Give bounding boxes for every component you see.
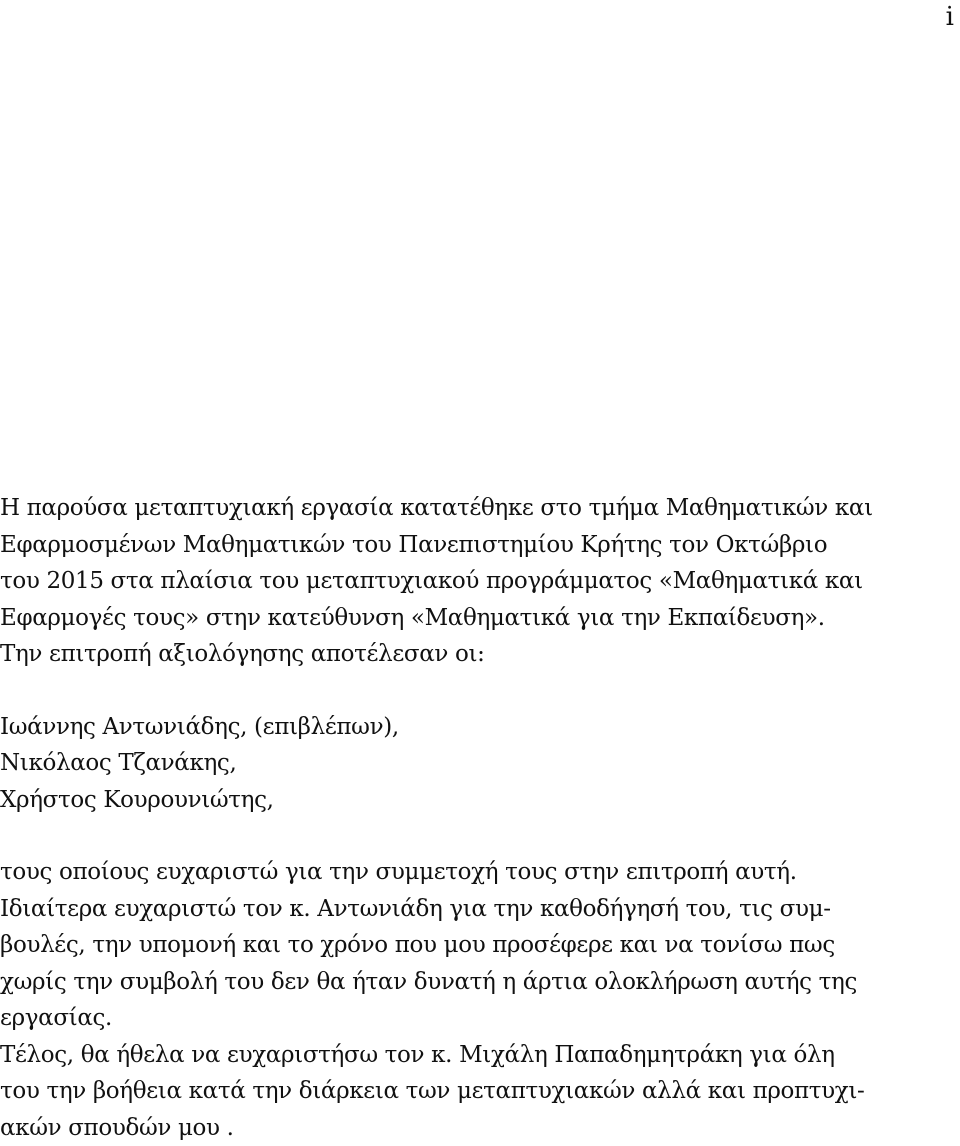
- text-line: εργασίας.: [0, 1000, 960, 1037]
- text-line: Η παρούσα μεταπτυχιακή εργασία κατατέθηκε στο τμήμα Μαθηματικών και: [0, 490, 960, 527]
- acknowledgement-paragraph-1: [0, 854, 960, 1037]
- text-line: βουλές, την υπομονή και το χρόνο που μου προσέφερε και να τονίσω πως: [0, 927, 960, 964]
- text-line: του την βοήθεια κατά την διάρκεια των μεταπτυχιακών αλλά και προπτυχι-: [0, 1073, 960, 1110]
- text-line: του 2015 στα πλαίσια του μεταπτυχιακού προγράμματος «Μαθηματικά και: [0, 563, 960, 600]
- committee-member: Ιωάννης Αντωνιάδης, (επιβλέπων),: [0, 709, 960, 746]
- text-line: Εφαρμοσμένων Μαθηματικών του Πανεπιστημίου Κρήτης τον Οκτώβριο: [0, 527, 960, 564]
- text-line: Την επιτροπή αξιολόγησης αποτέλεσαν οι:: [0, 636, 960, 673]
- committee-member: Χρήστος Κουρουνιώτης,: [0, 782, 960, 819]
- text-line: Εφαρμογές τους» στην κατεύθυνση «Μαθηματικά για την Εκπαίδευση».: [0, 600, 960, 637]
- intro-paragraph: [0, 490, 960, 673]
- text-line: Τέλος, θα ήθελα να ευχαριστήσω τον κ. Μιχάλη Παπαδημητράκη για όλη: [0, 1037, 960, 1074]
- committee-list: [0, 709, 960, 819]
- page-number: i: [946, 2, 954, 32]
- committee-member: Νικόλαος Τζανάκης,: [0, 745, 960, 782]
- text-line: τους οποίους ευχαριστώ για την συμμετοχή τους στην επιτροπή αυτή.: [0, 854, 960, 891]
- text-line: ακών σπουδών μου .: [0, 1110, 960, 1146]
- paragraph-gap: [0, 818, 960, 854]
- text-line: χωρίς την συμβολή του δεν θα ήταν δυνατή η άρτια ολοκλήρωση αυτής της: [0, 964, 960, 1001]
- document-body: [0, 490, 960, 1146]
- acknowledgement-paragraph-2: [0, 1037, 960, 1146]
- text-line: Ιδιαίτερα ευχαριστώ τον κ. Αντωνιάδη για την καθοδήγησή του, τις συμ-: [0, 891, 960, 928]
- paragraph-gap: [0, 673, 960, 709]
